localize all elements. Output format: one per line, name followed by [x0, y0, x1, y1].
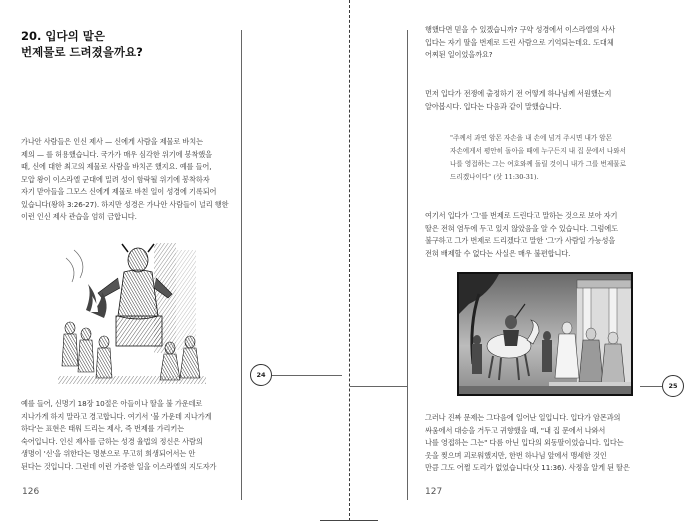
page-marker-circle: [662, 375, 684, 397]
continued-paragraph: [425, 24, 657, 62]
quote-line: "주께서 과연 암몬 자손을 내 손에 넘겨 주시면 내가 암몬: [450, 134, 613, 142]
text-line: 제의 — 를 허용했습니다. 국가가 매우 심각한 위기에 봉착했을: [21, 149, 212, 159]
marker-leader-line: [350, 386, 407, 387]
text-line: 전혀 배제할 수 없다는 사실은 매우 불편합니다.: [425, 248, 571, 258]
text-line: 모압 왕이 이스라엘 군대에 밀려 성이 함락될 위기에 봉착하자: [21, 174, 210, 184]
text-line: 된다는 것입니다. 그런데 이런 가증한 일을 이스라엘의 지도자가: [21, 461, 217, 471]
page-marker-label: 24: [256, 371, 266, 379]
text-line: 생명이 '신'을 위한다는 명분으로 무고히 희생되어서는 안: [21, 449, 196, 458]
page-marker-label: 25: [668, 382, 678, 390]
text-line: 숙어입니다. 인신 제사를 금하는 성경 율법의 정신은 사람의: [21, 436, 203, 446]
text-line: 딸은 전혀 염두에 두고 있지 않았음을 알 수 있습니다. 그럼에도: [425, 223, 618, 233]
page-title: [21, 28, 241, 60]
text-line: 나를 영접하는 그는" 다름 아닌 입다의 외동딸이었습니다. 입다는: [425, 438, 624, 447]
text-line: 싸움에서 대승을 거두고 귀향했을 때, "내 집 문에서 나와서: [425, 425, 606, 435]
text-line: 알아봅시다. 입다는 다음과 같이 말했습니다.: [425, 101, 562, 111]
page-number: 127: [425, 487, 443, 497]
marker-leader-line: [272, 375, 342, 376]
text-line: 예를 들어, 신명기 18장 10절은 아들이나 딸을 불 가운데로: [21, 399, 203, 408]
text-line: 만큼 그도 어쩔 도리가 없었습니다(삿 11:36). 사정을 알게 된 딸은: [425, 463, 630, 472]
title-line-1: 20. 입다의 말은: [21, 29, 105, 43]
text-line: 때, 신에 대한 최고의 제물로 사람을 바치곤 했지요. 예를 들어,: [21, 162, 212, 171]
quote-line: 드리겠나이다" (삿 11:30-31).: [450, 173, 539, 181]
idol-sacrifice-engraving-icon: [58, 238, 206, 384]
page-number: 126: [22, 487, 40, 497]
lead-paragraph: [425, 88, 657, 113]
example-paragraph: [21, 398, 243, 473]
title-line-2: 번제물로 드려졌을까요?: [21, 45, 143, 59]
column-rule: [407, 30, 408, 500]
page-marker-circle: [250, 364, 272, 386]
jephthah-daughter-painting-icon: [457, 272, 633, 396]
intro-paragraph: [21, 136, 243, 224]
quote-line: 나를 영접하는 그는 여호와께 돌릴 것이니 내가 그를 번제물로: [450, 160, 627, 168]
text-line: 가나안 사람들은 인신 제사 — 신에게 사람을 제물로 바치는: [21, 137, 203, 146]
middle-paragraph: [425, 210, 657, 260]
text-line: 행했다면 믿을 수 있겠습니까? 구약 성경에서 이스라엘의 사사: [425, 25, 616, 34]
text-line: 여기서 입다가 '그'를 번제로 드린다고 말하는 것으로 보아 자기: [425, 211, 618, 220]
text-line: 옷을 찢으며 괴로워했지만, 한번 하나님 앞에서 맹세한 것인: [425, 450, 607, 460]
text-line: 입다는 자기 딸을 번제로 드린 사람으로 기억되는데요. 도대체: [425, 37, 614, 47]
text-line: 이런 인신 제사 관습을 엄히 금합니다.: [21, 212, 137, 221]
text-line: 하다'는 표현은 태워 드리는 제사, 즉 번제를 가리키는: [21, 424, 185, 433]
text-line: 먼저 입다가 전쟁에 출정하기 전 어떻게 하나님께 서원했는지: [425, 89, 612, 98]
text-line: 불구하고 그가 번제로 드리겠다고 말한 '그'가 사람일 가능성을: [425, 236, 616, 245]
text-line: 그러나 진짜 문제는 그다음에 일어난 일입니다. 입다가 암몬과의: [425, 413, 621, 422]
bottom-paragraph: [425, 412, 657, 475]
scripture-quote: [450, 132, 658, 184]
right-page: [350, 0, 700, 521]
quote-line: 자손에게서 평안히 돌아올 때에 누구든지 내 집 문에서 나와서: [450, 147, 627, 155]
marker-leader-line: [640, 386, 662, 387]
text-line: 지나가게 하지 말라고 경고합니다. 여기서 '불 가운데 지나가게: [21, 411, 212, 421]
text-line: 어찌된 일이었을까요?: [425, 50, 493, 59]
text-line: 자기 맏아들을 그모스 신에게 제물로 바친 일이 성경에 기록되어: [21, 187, 217, 196]
text-line: 있습니다(왕하 3:26-27). 하지만 성경은 가나안 사람들이 널리 행한: [21, 199, 229, 209]
